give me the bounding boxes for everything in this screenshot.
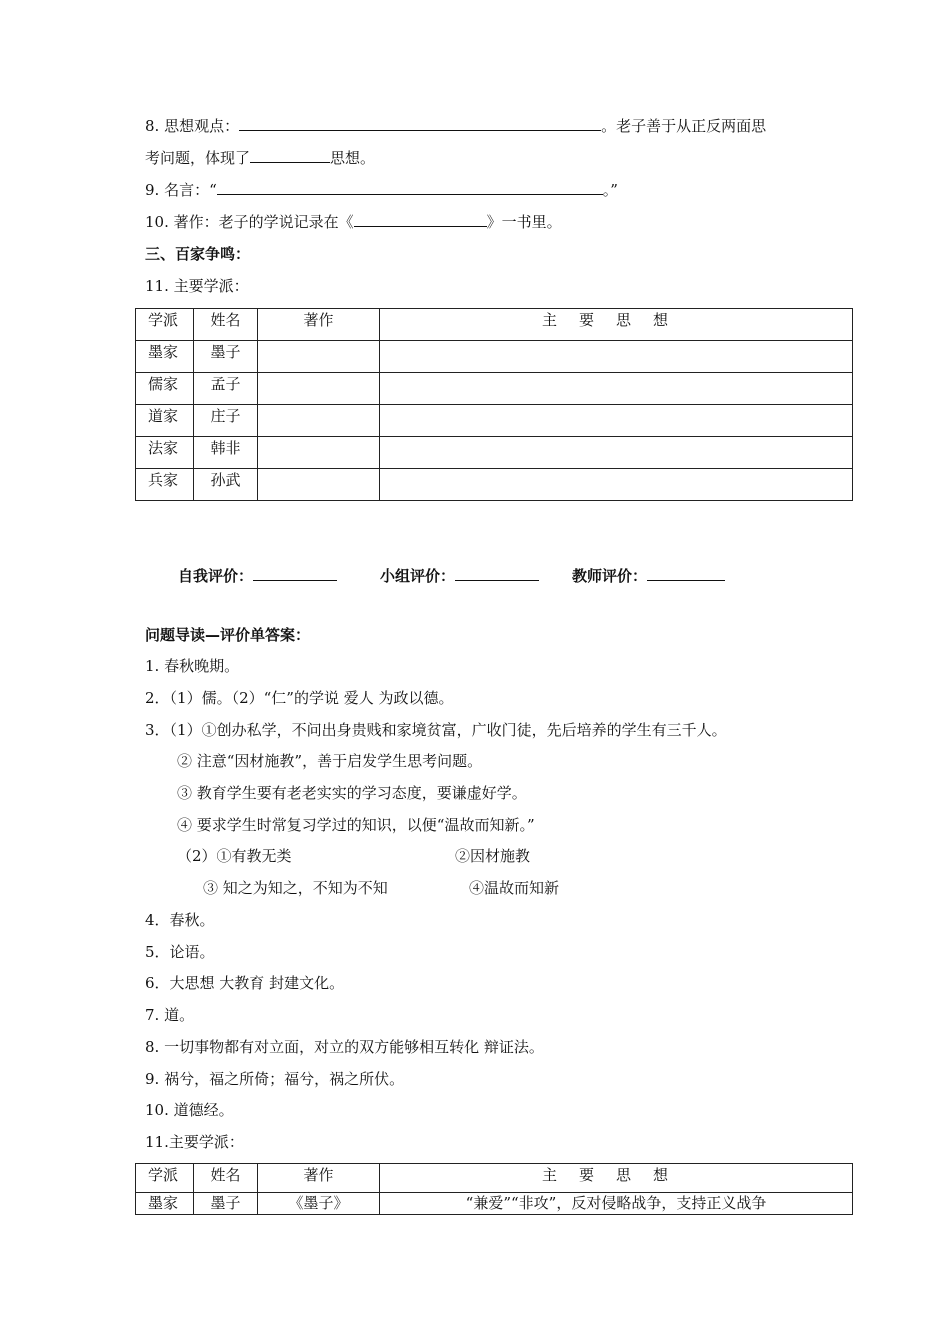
question-9-suffix: 。” (602, 181, 618, 199)
question-9 (145, 180, 618, 200)
answer-5: 5．论语。 (145, 943, 215, 961)
works-cell[interactable] (258, 469, 380, 501)
answers-schools-table (135, 1163, 853, 1215)
answer-2: 2．（1）儒。（2）“仁”的学说 爱人 为政以德。 (145, 689, 454, 707)
answer-1: 1. 春秋晚期。 (145, 657, 240, 675)
table-row (136, 373, 853, 405)
section-3-heading: 三、百家争鸣： (145, 245, 251, 263)
thought-cell[interactable] (380, 373, 853, 405)
school-cell: 墨家 (136, 341, 194, 373)
works-cell: 《墨子》 (258, 1193, 380, 1215)
question-8-line-1 (145, 116, 766, 136)
answer-3-line-4: ④ 要求学生时常复习学过的知识，以便“温故而知新。” (177, 816, 535, 834)
header-works: 著作 (258, 1164, 380, 1193)
works-cell[interactable] (258, 341, 380, 373)
school-cell: 法家 (136, 437, 194, 469)
question-10-suffix: 》一书里。 (486, 213, 562, 231)
answer-3-part-2b: ②因材施教 (455, 847, 531, 865)
table-row (136, 341, 853, 373)
answer-6: 6．大思想 大教育 封建文化。 (145, 974, 345, 992)
thought-cell: “兼爱”“非攻”，反对侵略战争，支持正义战争 (380, 1193, 853, 1215)
table-row (136, 1193, 853, 1215)
header-main-thought: 主要思想 (380, 309, 853, 341)
answer-3-part-2d: ④温故而知新 (469, 879, 560, 897)
question-10 (145, 212, 562, 232)
question-9-label: 9. 名言：“ (145, 181, 217, 199)
question-11-label: 11. 主要学派： (145, 277, 249, 295)
teacher-evaluation (572, 565, 725, 586)
works-cell[interactable] (258, 437, 380, 469)
teacher-evaluation-label: 教师评价： (572, 567, 648, 585)
answer-3-line-3: ③ 教育学生要有老老实实的学习态度，要谦虚好学。 (177, 784, 527, 802)
table-row (136, 437, 853, 469)
answer-3-line-1: 3．（1）①创办私学，不问出身贵贱和家境贫富，广收门徒，先后培养的学生有三千人。 (145, 721, 727, 739)
table-header-row (136, 1164, 853, 1193)
question-8-line-2-text: 考问题，体现了 (145, 149, 251, 167)
group-evaluation-label: 小组评价： (380, 567, 456, 585)
name-cell: 墨子 (194, 1193, 258, 1215)
header-school: 学派 (136, 309, 194, 341)
table-row (136, 469, 853, 501)
thought-cell[interactable] (380, 405, 853, 437)
self-evaluation (178, 565, 337, 586)
header-name: 姓名 (194, 309, 258, 341)
question-8-line-2 (145, 148, 375, 168)
question-8-thought-blank[interactable] (250, 148, 330, 163)
works-cell[interactable] (258, 373, 380, 405)
answer-3-part-2a: （2）①有教无类 (177, 847, 292, 865)
question-8-label: 8. 思想观点： (145, 117, 240, 135)
question-10-blank[interactable] (354, 212, 487, 227)
name-cell: 孟子 (194, 373, 258, 405)
question-9-blank[interactable] (217, 180, 603, 195)
question-8-suffix: 。老子善于从正反两面思 (601, 117, 767, 135)
question-8-blank[interactable] (239, 116, 601, 131)
header-name: 姓名 (194, 1164, 258, 1193)
name-cell: 孙武 (194, 469, 258, 501)
name-cell: 韩非 (194, 437, 258, 469)
header-works: 著作 (258, 309, 380, 341)
header-main-thought: 主要思想 (380, 1164, 853, 1193)
self-evaluation-label: 自我评价： (178, 567, 254, 585)
answer-11-label: 11.主要学派： (145, 1133, 244, 1151)
answer-3-line-2: ② 注意“因材施教”，善于启发学生思考问题。 (177, 752, 483, 770)
school-cell: 道家 (136, 405, 194, 437)
answer-4: 4．春秋。 (145, 911, 215, 929)
question-8-line-2-suffix: 思想。 (330, 149, 376, 167)
answers-title: 问题导读—评价单答案： (145, 626, 311, 644)
schools-table (135, 308, 853, 501)
answer-9: 9. 祸兮，福之所倚；福兮，祸之所伏。 (145, 1070, 405, 1088)
answer-10: 10. 道德经。 (145, 1101, 234, 1119)
group-evaluation (380, 565, 539, 586)
name-cell: 庄子 (194, 405, 258, 437)
table-row (136, 405, 853, 437)
self-evaluation-blank[interactable] (253, 566, 337, 581)
teacher-evaluation-blank[interactable] (647, 566, 725, 581)
school-cell: 兵家 (136, 469, 194, 501)
thought-cell[interactable] (380, 341, 853, 373)
group-evaluation-blank[interactable] (455, 566, 539, 581)
thought-cell[interactable] (380, 469, 853, 501)
thought-cell[interactable] (380, 437, 853, 469)
question-10-label: 10. 著作：老子的学说记录在《 (145, 213, 354, 231)
works-cell[interactable] (258, 405, 380, 437)
answer-3-part-2c: ③ 知之为知之，不知为不知 (203, 879, 388, 897)
answer-8: 8. 一切事物都有对立面，对立的双方能够相互转化 辩证法。 (145, 1038, 544, 1056)
answer-7: 7. 道。 (145, 1006, 195, 1024)
header-school: 学派 (136, 1164, 194, 1193)
table-header-row (136, 309, 853, 341)
name-cell: 墨子 (194, 341, 258, 373)
school-cell: 儒家 (136, 373, 194, 405)
school-cell: 墨家 (136, 1193, 194, 1215)
